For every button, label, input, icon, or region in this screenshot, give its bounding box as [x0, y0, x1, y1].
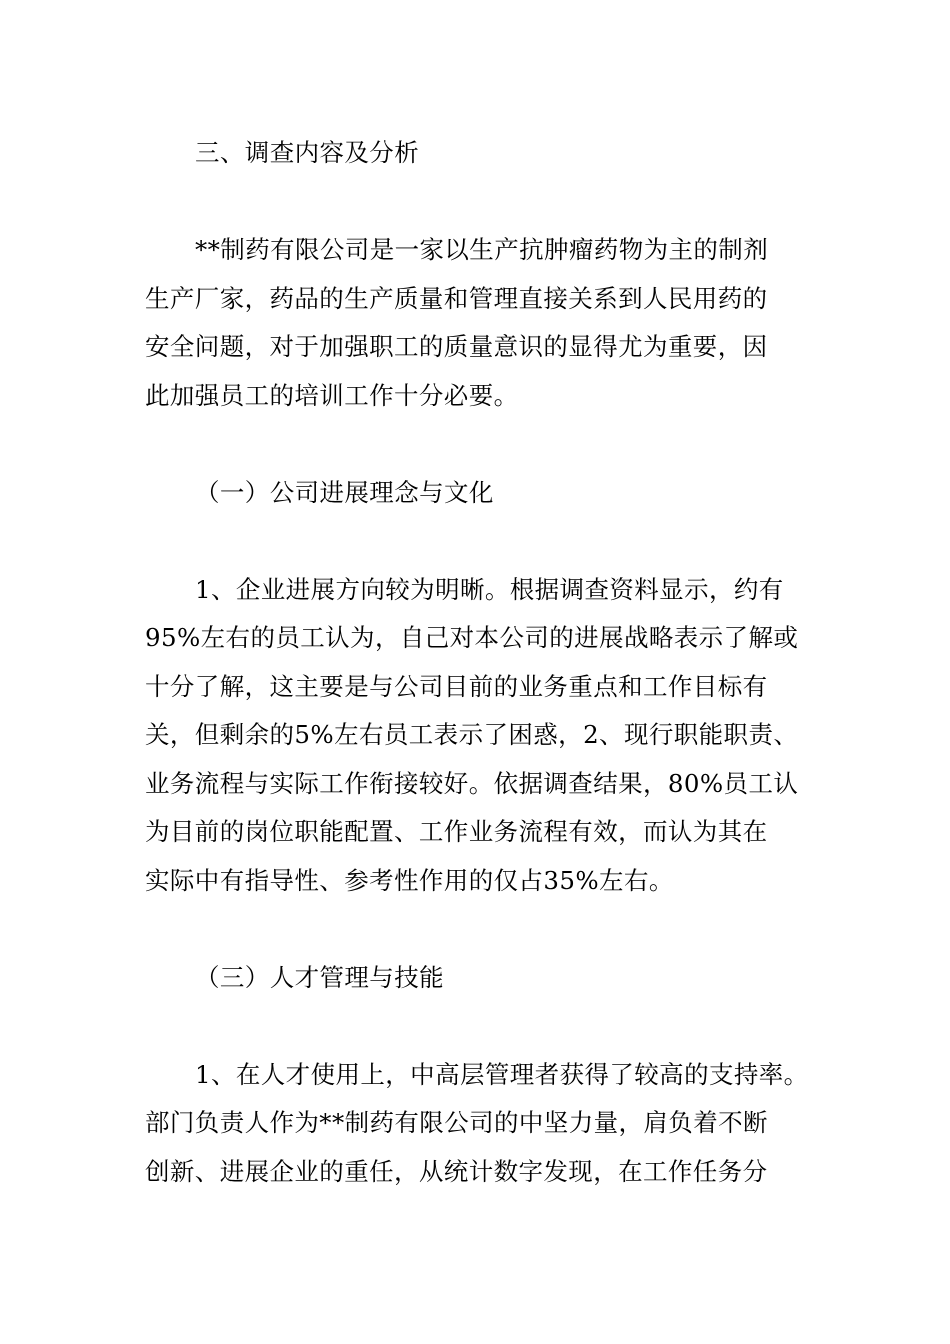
paragraph-line: 为目前的岗位职能配置、工作业务流程有效，而认为其在	[145, 817, 768, 846]
paragraph-line: 此加强员工的培训工作十分必要。	[145, 380, 519, 410]
paragraph-line: 部门负责人作为**制药有限公司的中坚力量，肩负着不断	[145, 1108, 768, 1137]
paragraph-line: 关，但剩余的5%左右员工表示了困惑，2、现行职能职责、	[145, 720, 799, 749]
spacer	[145, 905, 815, 954]
culture-paragraph	[145, 566, 815, 906]
section-heading: 三、调查内容及分析	[195, 138, 420, 167]
paragraph-line: 95%左右的员工认为，自己对本公司的进展战略表示了解或	[145, 623, 799, 652]
subheading-talent-management: （三）人才管理与技能	[195, 962, 444, 992]
paragraph-line: 安全问题，对于加强职工的质量意识的显得尤为重要，因	[145, 332, 768, 361]
paragraph-line: 1、企业进展方向较为明晰。根据调查资料显示，约有	[195, 574, 784, 604]
document-body	[145, 129, 815, 1196]
subheading-company-culture: （一）公司进展理念与文化	[195, 477, 494, 507]
paragraph-line: 1、在人才使用上，中高层管理者获得了较高的支持率。	[195, 1059, 809, 1089]
paragraph-line: 实际中有指导性、参考性作用的仅占35%左右。	[145, 865, 674, 895]
spacer	[145, 517, 815, 566]
paragraph-line: 创新、进展企业的重任，从统计数字发现，在工作任务分	[145, 1156, 768, 1186]
spacer	[145, 1002, 815, 1051]
paragraph-line: 十分了解，这主要是与公司目前的业务重点和工作目标有	[145, 671, 768, 701]
spacer	[145, 178, 815, 227]
paragraph-line: 业务流程与实际工作衔接较好。依据调查结果，80%员工认	[145, 768, 799, 798]
talent-paragraph	[145, 1051, 815, 1197]
spacer	[145, 420, 815, 469]
paragraph-line: **制药有限公司是一家以生产抗肿瘤药物为主的制剂	[195, 235, 769, 264]
paragraph-line: 生产厂家，药品的生产质量和管理直接关系到人民用药的	[145, 283, 768, 313]
intro-paragraph	[145, 226, 815, 420]
